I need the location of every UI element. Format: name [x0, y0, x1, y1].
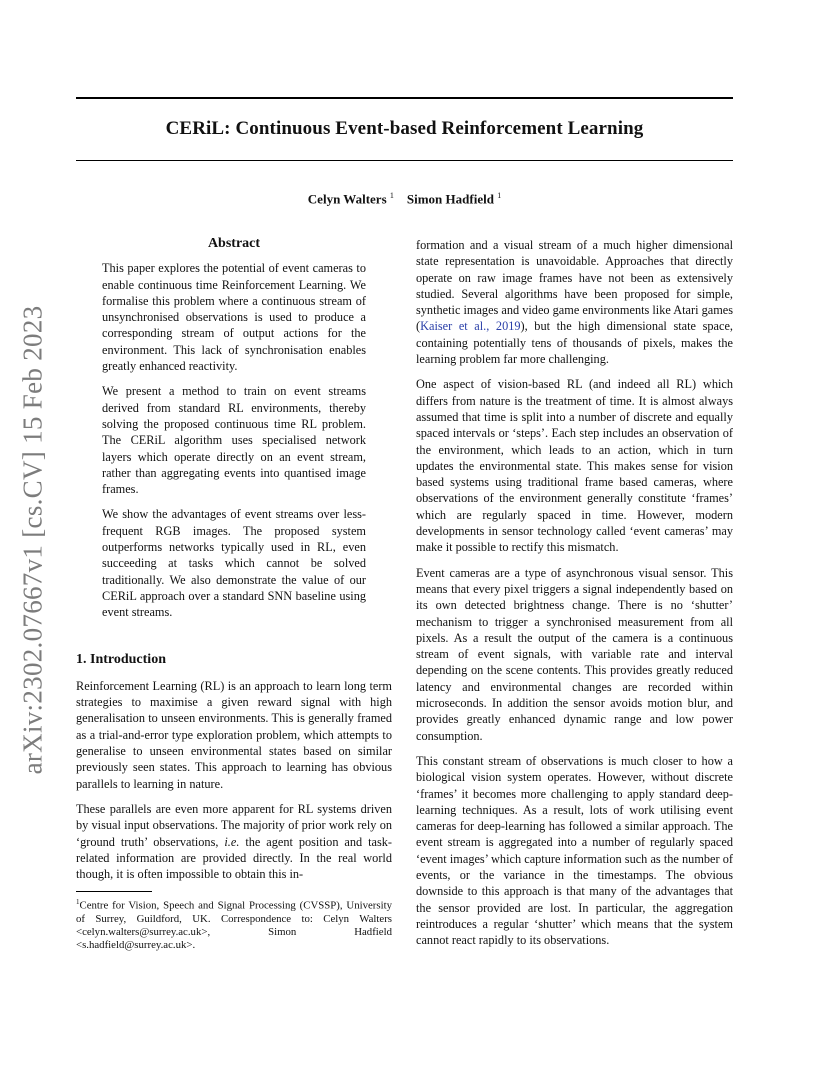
body-paragraph: [416, 237, 733, 367]
abstract-paragraph: This paper explores the potential of event cameras to enable continuous time Reinforcement Learning. We formalise this problem where a continuous stream of unsynchronised observations is used to produce a corresponding stream of output actions for the environment. This lack of synchronisation enables greatly enhanced reactivity.: [102, 261, 366, 374]
arxiv-sidebar: [13, 290, 53, 790]
text-run: These parallels are even more apparent for RL systems driven by visual input observations. The majority of prior work rely on ‘ground truth’ observations,: [76, 801, 392, 849]
italic-text: i.e.: [224, 834, 240, 849]
abstract-paragraph: We show the advantages of event streams over less-frequent RGB images. The proposed system outperforms networks typically used in RL, even succeeding at tasks which cannot be solved traditionally. We also demonstrate the value of our CERiL approach over a standard SNN baseline using event streams.: [102, 507, 366, 620]
title-rule-bottom: [76, 160, 733, 161]
author-affiliation-mark: 1: [497, 191, 502, 200]
abstract-heading: Abstract: [207, 236, 261, 251]
abstract-body: [76, 260, 392, 620]
body-paragraph: Event cameras are a type of asynchronous visual sensor. This means that every pixel triggers a signal independently based on its own detected brightness change. There is no ‘shutter’ mechanism to trigger a synchronised measurement from all pixels. As a result the output of the camera is a continuous stream of event signals, with variable rate and interval depending on the scene contents. This provides greatly reduced latency and environmental changes are recorded within microseconds. In addition the sensor avoids motion blur, and provides greatly enhanced dynamic range and low power consumption.: [416, 565, 733, 743]
author-name: Simon Hadfield: [406, 191, 494, 207]
paper-title: CERiL: Continuous Event-based Reinforcement Learning: [165, 118, 644, 139]
section-heading-introduction: 1. Introduction: [76, 651, 166, 667]
body-paragraph: This constant stream of observations is much closer to how a biological vision system operates. However, without discrete ‘frames’ it becomes more challenging to apply standard deep-learning techniques. As a result, lots of work utilising event cameras for deep-learning has followed a similar approach. The event stream is aggregated into a number of regularly spaced ‘event images’ which capture information such as the number of events, or the variance in the timestamps. The obvious downside to this approach is that many of the advantages that the sensor provided are lost. In particular, the aggregation reintroduces a regular ‘shutter’ which means that the system cannot react rapidly to its observations.: [416, 753, 733, 948]
text-run: formation and a visual stream of a much higher dimensional state representation is unavoidable. Approaches that directly operate on raw image frames have not been as extensively studied. Several algorithms have been proposed for simple, synthetic images and video game environments like Atari games (: [416, 238, 733, 334]
footnote-mark: 1: [76, 898, 80, 907]
right-column: [416, 237, 733, 957]
footnote: [76, 896, 392, 952]
left-column: [76, 236, 392, 961]
abstract-paragraph: We present a method to train on event streams derived from standard RL environments, thereby solving the proposed continuous time RL problem. The CERiL algorithm uses specialised network layers which operate directly on an event stream, rather than aggregating events into quantised image frames.: [102, 384, 366, 497]
body-paragraph: Reinforcement Learning (RL) is an approach to learn long term strategies to maximise a given reward signal with high generalisation to unseen environments. This is generally framed as a trial-and-error type exploration problem, which attempts to generalise to unseen environmental states based on similar previously seen states. This approach to learning has obvious parallels to learning in nature.: [76, 678, 392, 791]
title-rule-top: [76, 97, 733, 99]
body-paragraph: [76, 801, 392, 882]
footnote-divider: [76, 891, 152, 892]
footnote-text: Centre for Vision, Speech and Signal Processing (CVSSP), University of Surrey, Guildford, UK. Correspondence to: Celyn Walters <celyn.walters@surrey.ac.uk>, Simon Hadfield <s.hadfield@surrey.ac.uk>.: [76, 899, 392, 951]
text-run: the agent position and task-related information are provided directly. In the real world though, it is often impossible to obtain this in-: [76, 834, 393, 882]
author-name: Celyn Walters: [307, 191, 387, 207]
author-affiliation-mark: 1: [389, 191, 394, 200]
citation-link[interactable]: Kaiser et al., 2019: [420, 319, 521, 334]
text-run: ), but the high dimensional state space, containing potentially tens of thousands of pixels, makes the learning problem far more challenging.: [416, 319, 733, 367]
body-paragraph: One aspect of vision-based RL (and indeed all RL) which differs from nature is the treatment of time. It is almost always assumed that time is split into a number of discrete and equally spaced intervals or ‘steps’. Each step includes an observation of the environment, which leads to an action, which in turn updates the environmental state. This makes sense for vision based systems using traditional frame based cameras, where observations of the environment generally constitute ‘frames’ which are regularly spaced in time. However, modern developments in sensor technology called ‘event cameras’ may make it possible to rectify this mismatch.: [416, 377, 733, 555]
author-list: [76, 191, 733, 207]
arxiv-identifier: arXiv:2302.07667v1 [cs.CV] 15 Feb 2023: [17, 305, 48, 775]
